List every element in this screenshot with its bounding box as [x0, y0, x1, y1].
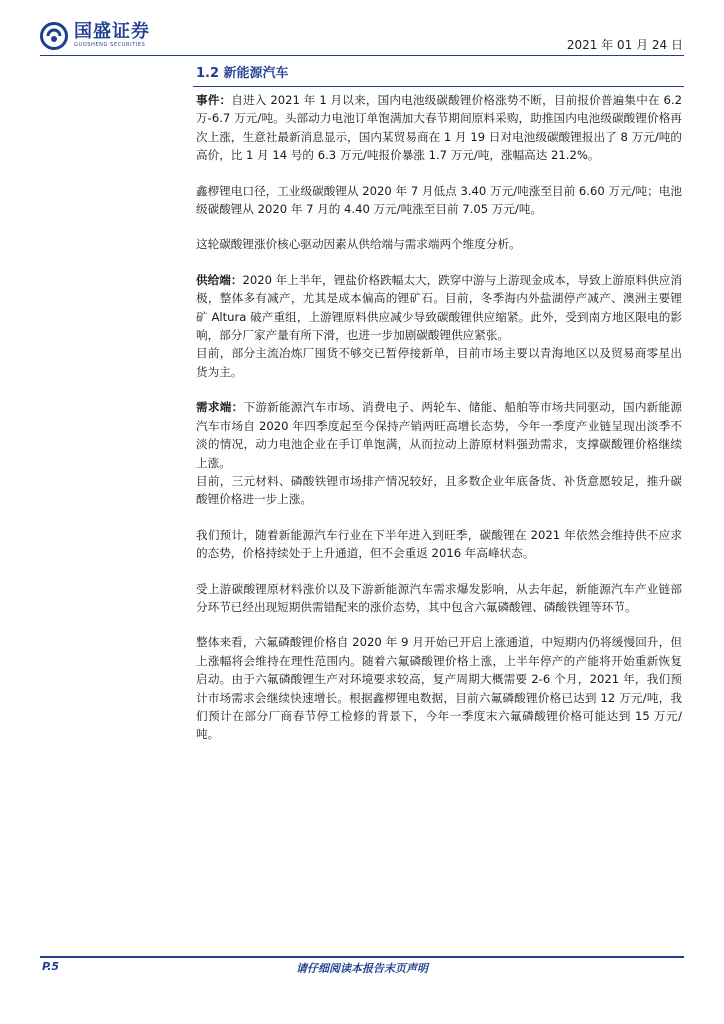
- body-paragraph: [196, 344, 682, 381]
- body-paragraph: [196, 91, 682, 165]
- body-paragraph: [196, 580, 682, 617]
- paragraph-text: 自进入 2021 年 1 月以来，国内电池级碳酸锂价格涨势不断，目前报价普遍集中在 6.2 万-6.7 万元/吨。头部动力电池订单饱满加大春节期间原料采购，助推国内电池级碳酸锂价格再次上涨，生意社最新消息显示，国内某贸易商在 1 月 19 日对电池级碳酸锂报出了 8 万元/吨的高价，比 1 月 14 号的 6.3 万元/吨报价暴涨 1.7 万元/吨，涨幅高达 21.2%。: [196, 93, 682, 163]
- paragraph-text: 目前，三元材料、磷酸铁锂市场排产情况较好，且多数企业年底备货、补货意愿较足，推升碳酸锂价格进一步上涨。: [196, 473, 682, 507]
- paragraph-text: 这轮碳酸锂涨价核心驱动因素从供给端与需求端两个维度分析。: [196, 237, 521, 252]
- report-body: [196, 91, 682, 761]
- footer-divider: [40, 956, 684, 958]
- logo-chinese-name: 国盛证券: [74, 21, 150, 42]
- paragraph-text: 受上游碳酸锂原材料涨价以及下游新能源汽车需求爆发影响，从去年起，新能源汽车产业链部分环节已经出现短期供需错配来的涨价态势，其中包含六氟磷酸锂、磷酸铁锂等环节。: [196, 581, 682, 614]
- body-paragraph: [196, 398, 682, 472]
- body-paragraph: [196, 235, 682, 253]
- page-header: [0, 0, 724, 60]
- paragraph-lead: 需求端：: [196, 400, 244, 415]
- section-title-divider: [193, 86, 684, 87]
- paragraph-lead: 供给端：: [196, 272, 243, 287]
- section-title: 1.2 新能源汽车: [196, 66, 289, 81]
- body-paragraph: [196, 526, 682, 563]
- logo-emblem-icon: [40, 22, 68, 50]
- paragraph-text: 鑫椤锂电口径，工业级碳酸锂从 2020 年 7 月低点 3.40 万元/吨涨至目前 6.60 万元/吨；电池级碳酸锂从 2020 年 7 月的 4.40 万元/吨涨至目前 7.05 万元/吨。: [196, 183, 682, 217]
- paragraph-text: 目前，部分主流冶炼厂囤货不够交已暂停接新单，目前市场主要以青海地区以及贸易商零星出货为主。: [196, 346, 682, 379]
- paragraph-text: 我们预计，随着新能源汽车行业在下半年进入到旺季，碳酸锂在 2021 年依然会维持供不应求的态势，价格持续处于上升通道，但不会重返 2016 年高峰状态。: [196, 527, 682, 561]
- paragraph-text: 2020 年上半年，锂盐价格跌幅太大，跌穿中游与上游现金成本，导致上游原料供应消极，整体多有减产，尤其是成本偏高的锂矿石。目前，冬季海内外盐湖停产减产、澳洲主要锂矿 Altura 破产重组，上游锂原料供应减少导致碳酸锂供应缩紧。此外，受到南方地区限电的影响，部分厂家产量有所下滑，也进一步加剧碳酸锂供应紧张。: [196, 272, 682, 343]
- paragraph-text: 下游新能源汽车市场、消费电子、两轮车、储能、船舶等市场共同驱动，国内新能源汽车市场自 2020 年四季度起至今保持产销两旺高增长态势，今年一季度产业链呈现出淡季不淡的情况，动力电池企业在手订单饱满，从而拉动上游原材料强劲需求，支撑碳酸锂价格继续上涨。: [196, 400, 682, 470]
- body-paragraph: [196, 472, 682, 509]
- header-divider: [40, 55, 684, 56]
- body-paragraph: [196, 182, 682, 219]
- page-number: P.5: [42, 960, 60, 973]
- paragraph-text: 整体来看，六氟磷酸锂价格自 2020 年 9 月开始已开启上涨通道，中短期内仍将缓慢回升，但上涨幅将会维持在理性范围内。随着六氟磷酸锂价格上涨，上半年停产的产能将开始重新恢复启动。由于六氟磷酸锂生产对环境要求较高，复产周期大概需要 2-6 个月，2021 年，我们预计市场需求会继续快速增长。根据鑫椤锂电数据，目前六氟磷酸锂价格已达到 12 万元/吨，我们预计在部分厂商春节停工检修的背景下，今年一季度末六氟磷酸锂价格可能达到 15 万元/吨。: [196, 635, 682, 742]
- footer-disclaimer: 请仔细阅读本报告末页声明: [296, 962, 428, 975]
- company-logo: [40, 22, 150, 50]
- paragraph-lead: 事件：: [196, 93, 232, 107]
- body-paragraph: [196, 633, 682, 743]
- body-paragraph: [196, 271, 682, 345]
- logo-english-name: GUOSHENG SECURITIES: [74, 42, 146, 48]
- report-date: 2021 年 01 月 24 日: [566, 38, 683, 52]
